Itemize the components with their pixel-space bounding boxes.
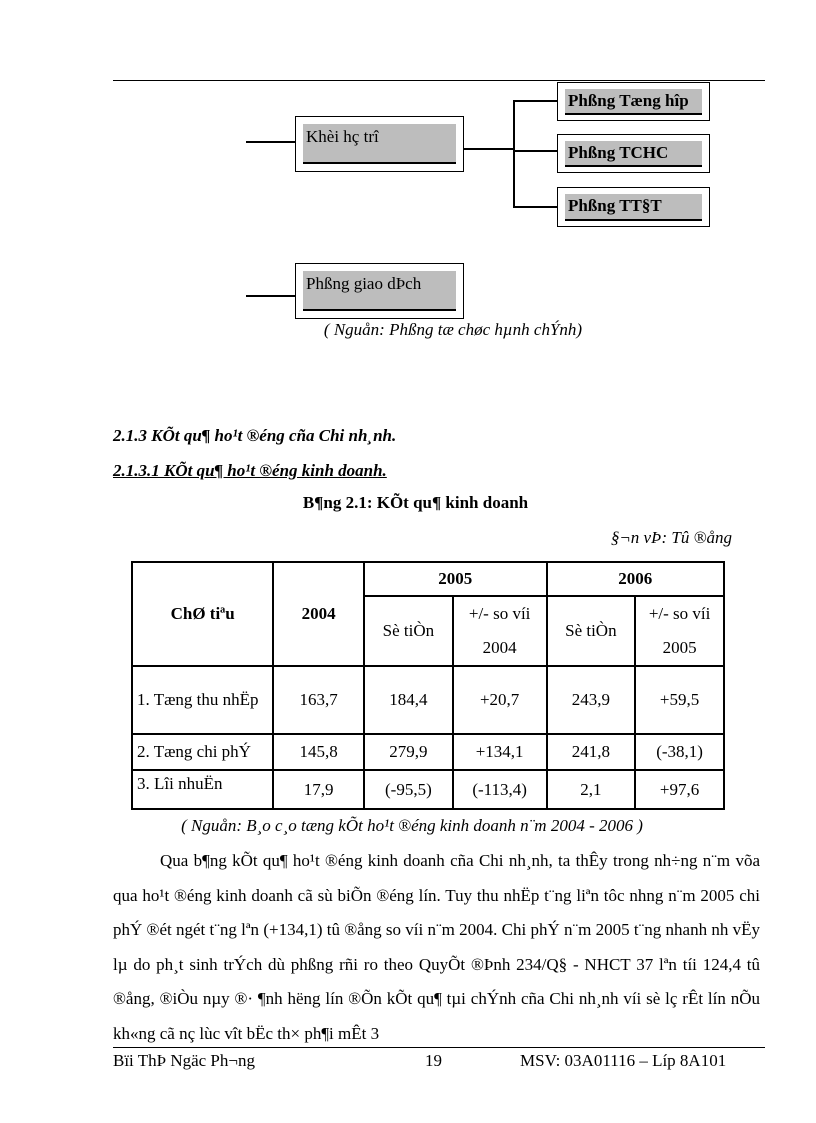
cell-2006: 2,1 bbox=[547, 770, 636, 809]
org-box-label: Phßng TT§T bbox=[565, 194, 702, 221]
org-box-label: Phßng TCHC bbox=[565, 141, 702, 167]
cell-2004: 17,9 bbox=[273, 770, 364, 809]
org-box-general-dept bbox=[557, 82, 710, 121]
org-box-support-unit bbox=[295, 116, 464, 172]
org-box-label: Phßng Tæng hîp bbox=[565, 89, 702, 115]
cell-diff-2005: +20,7 bbox=[453, 666, 547, 734]
subheader-diff-2006: +/- so víi 2005 bbox=[635, 596, 724, 666]
org-box-transaction-office bbox=[295, 263, 464, 319]
connector-mid bbox=[464, 148, 514, 150]
subheader-amount-2005: Sè tiÒn bbox=[364, 596, 453, 666]
org-box-label: Phßng giao dÞch bbox=[303, 271, 456, 311]
header-2005: 2005 bbox=[364, 562, 547, 596]
org-box-it-dept bbox=[557, 187, 710, 227]
table-caption: B¶ng 2.1: KÕt qu¶ kinh doanh bbox=[302, 493, 529, 512]
table-row bbox=[132, 666, 724, 734]
org-box-label: Khèi hç trî bbox=[303, 124, 456, 164]
footer-author: Bïi ThÞ Ngäc Ph¬ng bbox=[113, 1051, 255, 1070]
cell-2005: 279,9 bbox=[364, 734, 453, 770]
footer-page-number: 19 bbox=[425, 1051, 442, 1070]
cell-2006: 241,8 bbox=[547, 734, 636, 770]
header-2004: 2004 bbox=[273, 562, 364, 666]
cell-diff-2006: (-38,1) bbox=[635, 734, 724, 770]
footer-student-id: MSV: 03A01116 – Líp 8A101 bbox=[520, 1051, 727, 1070]
cell-2005: (-95,5) bbox=[364, 770, 453, 809]
connector-left-1 bbox=[246, 141, 296, 143]
cell-2004: 145,8 bbox=[273, 734, 364, 770]
connector-right-2 bbox=[513, 150, 558, 152]
header-rule bbox=[113, 80, 765, 81]
connector-vertical bbox=[513, 100, 515, 208]
footer-rule bbox=[113, 1047, 765, 1048]
org-chart-source: ( Nguån: Phßng tæ chøc hµnh chÝnh) bbox=[323, 320, 583, 339]
cell-diff-2006: +59,5 bbox=[635, 666, 724, 734]
header-2006: 2006 bbox=[547, 562, 724, 596]
row-label: 3. Lîi nhuËn bbox=[132, 770, 273, 809]
subsection-heading: 2.1.3.1 KÕt qu¶ ho¹t ®éng kinh doanh. bbox=[113, 461, 387, 480]
section-heading: 2.1.3 KÕt qu¶ ho¹t ®éng cña Chi nh¸nh. bbox=[113, 426, 397, 445]
table-row bbox=[132, 770, 724, 809]
cell-diff-2005: +134,1 bbox=[453, 734, 547, 770]
header-indicator: ChØ tiªu bbox=[132, 562, 273, 666]
cell-diff-2005: (-113,4) bbox=[453, 770, 547, 809]
unit-note: §¬n vÞ: Tû ®ång bbox=[610, 528, 732, 547]
connector-right-1 bbox=[513, 100, 558, 102]
subheader-diff-2005: +/- so víi 2004 bbox=[453, 596, 547, 666]
row-label: 2. Tæng chi phÝ bbox=[132, 734, 273, 770]
connector-right-3 bbox=[513, 206, 558, 208]
subheader-amount-2006: Sè tiÒn bbox=[547, 596, 636, 666]
body-paragraph: Qua b¶ng kÕt qu¶ ho¹t ®éng kinh doanh cña Chi nh¸nh, ta thÊy trong nh÷ng n¨m võa qua ho¹t ®éng kinh doanh cã sù biÕn ®éng lín. Tuy thu nhËp t¨ng liªn tôc nhng n¨m 2005 chi phÝ ®ét ngét t¨ng lªn (+134,1) tû ®ång so víi n¨m 2004. Chi phÝ n¨m 2005 t¨ng nhanh nh vËy lµ do ph¸t sinh trÝch dù phßng rñi ro theo QuyÕt ®Þnh 234/Q§ - NHCT 37 lªn tíi 124,4 tû ®ång, ®iÒu nµy ®· ¶nh hëng lín ®Õn kÕt qu¶ tµi chÝnh cña Chi nh¸nh víi sè lç rÊt lín nÕu kh«ng cã nç lùc vît bËc th× ph¶i mÊt 3 bbox=[113, 851, 760, 1043]
org-box-admin-dept bbox=[557, 134, 710, 173]
cell-2005: 184,4 bbox=[364, 666, 453, 734]
business-results-table bbox=[131, 561, 725, 810]
table-source: ( Nguån: B¸o c¸o tæng kÕt ho¹t ®éng kinh doanh n¨m 2004 - 2006 ) bbox=[181, 816, 643, 835]
cell-diff-2006: +97,6 bbox=[635, 770, 724, 809]
cell-2004: 163,7 bbox=[273, 666, 364, 734]
table-row bbox=[132, 734, 724, 770]
cell-2006: 243,9 bbox=[547, 666, 636, 734]
connector-left-2 bbox=[246, 295, 296, 297]
row-label: 1. Tæng thu nhËp bbox=[132, 666, 273, 734]
